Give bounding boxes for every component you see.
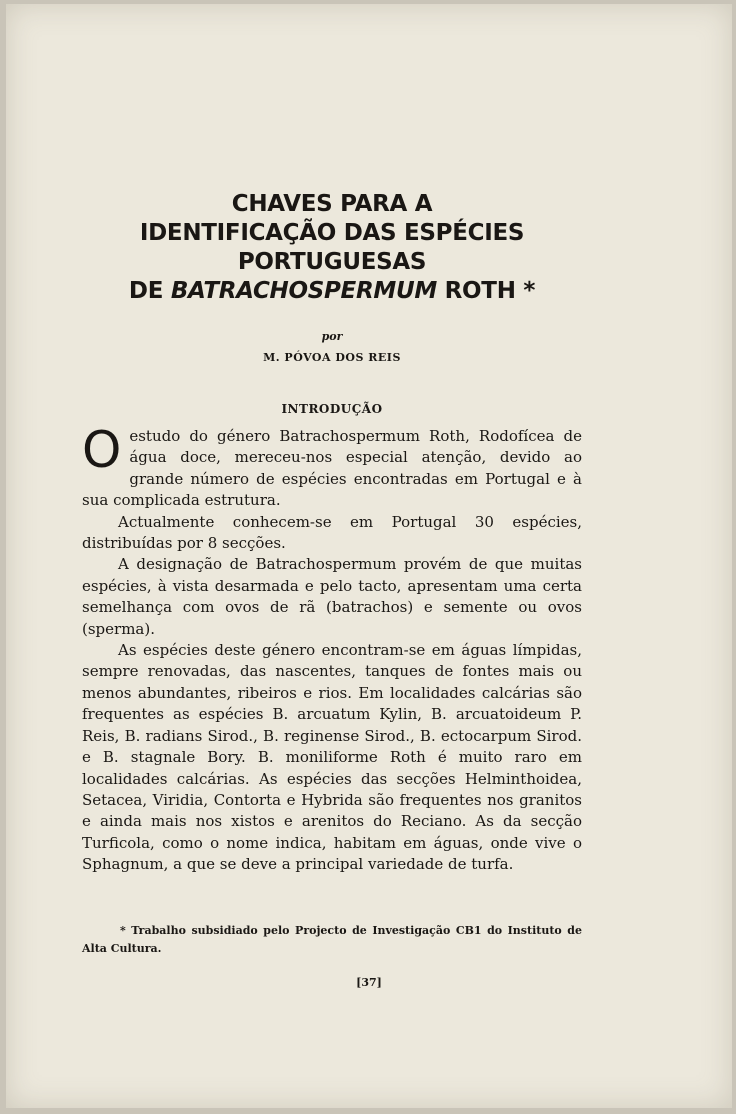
- paragraph-2: Actualmente conhecem-se em Portugal 30 espécies, distribuídas por 8 secções.: [82, 512, 582, 553]
- footnote: * Trabalho subsidiado pelo Projecto de Investigação CB1 do Instituto de Alta Cultura.: [82, 924, 582, 955]
- paragraph-1-text: estudo do género Batrachospermum Roth, Rodofícea de água doce, mereceu-nos especial atenção, devido ao grande número de espécies encontradas em Portugal e à sua complicada estrutura.: [82, 427, 582, 510]
- byline-por: por: [321, 330, 343, 343]
- article: [82, 190, 582, 876]
- title-genus: BATRACHOSPERMUM: [170, 278, 437, 304]
- page-number: [37]: [356, 976, 382, 989]
- title-line-3-suffix: ROTH *: [436, 278, 536, 304]
- paragraph-1: [82, 421, 582, 512]
- paragraph-4: As espécies deste género encontram-se em águas límpidas, sempre renovadas, das nascentes, tanques de fontes mais ou menos abundantes, ribeiros e rios. Em localidades calcárias são frequentes as espécies B. arcuatum Kylin, B. arcuatoideum P. Reis, B. radians Sirod., B. reginense Sirod., B. ectocarpum Sirod. e B. stagnale Bory. B. moniliforme Roth é muito raro em localidades calcárias. As espécies das secções Helminthoidea, Setacea, Viridia, Contorta e Hybrida são frequentes nos granitos e ainda mais nos xistos e arenitos do Reciano. As da secção Turficola, como o nome indica, habitam em águas, onde vive o Sphagnum, a que se deve a principal variedade de turfa.: [82, 641, 582, 874]
- title-line-3-prefix: DE: [128, 278, 171, 304]
- title-line-1: CHAVES PARA A: [231, 191, 433, 217]
- author-name: M. PÓVOA DOS REIS: [263, 351, 401, 364]
- paragraph-3: A designação de Batrachospermum provém de que muitas espécies, à vista desarmada e pelo tacto, apresentam uma certa semelhança com ovos de rã (batrachos) e semente ou ovos (sperma).: [82, 555, 582, 638]
- title-line-2: IDENTIFICAÇÃO DAS ESPÉCIES PORTUGUESAS: [139, 220, 525, 275]
- drop-cap: O: [82, 421, 122, 479]
- page-sheet: [6, 4, 732, 1108]
- article-title: [82, 190, 582, 306]
- section-heading: INTRODUÇÃO: [281, 402, 383, 416]
- body-text: [82, 421, 582, 876]
